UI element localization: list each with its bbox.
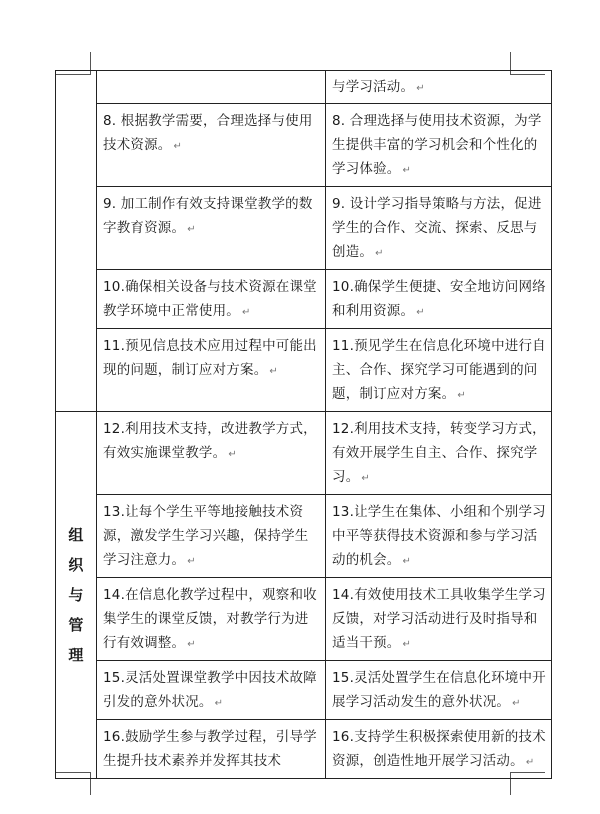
table-cell [97,720,326,779]
paragraph-mark: ↵ [173,141,183,152]
table-cell [97,71,326,104]
cell-text: 9. 加工制作有效支持课堂教学的数字教育资源。 [103,196,313,236]
table-row [56,71,552,104]
category-label: 组织与管理 [68,526,84,664]
table-cell [97,578,326,661]
table-row [56,661,552,720]
cell-text: 9. 设计学习指导策略与方法，促进学生的合作、交流、探索、反思与创造。 [332,196,542,260]
paragraph-mark: ↵ [187,556,196,567]
category-cell [56,412,97,779]
table-row [56,270,552,329]
cell-text: 12.利用技术支持，转变学习方式，有效开展学生自主、合作、探究学习。 [332,421,546,485]
table-row [56,412,552,495]
paragraph-mark: ↵ [269,366,278,377]
paragraph-mark: ↵ [402,556,412,567]
table-cell [326,412,552,495]
paragraph-mark: ↵ [242,307,251,318]
cell-text: 11.预见学生在信息化环境中进行自主、合作、探究学习可能遇到的问题，制订应对方案。 [332,338,546,402]
table-cell [97,495,326,578]
table-cell [326,270,552,329]
paragraph-mark: ↵ [375,248,384,259]
paragraph-mark: ↵ [402,165,412,176]
table-cell [97,270,326,329]
cell-text: 12.利用技术支持，改进教学方式，有效实施课堂教学。 [103,421,317,461]
cell-text: 14.有效使用技术工具收集学生学习反馈，对学习活动进行及时指导和适当干预。 [332,587,546,651]
paragraph-mark: ↵ [187,224,196,235]
cell-text: 与学习活动。 [332,79,415,95]
standards-table [55,70,552,779]
table-cell [326,71,552,104]
cell-text: 8. 根据教学需要，合理选择与使用技术资源。 [103,113,313,153]
paragraph-mark: ↵ [214,698,224,709]
paragraph-mark: ↵ [416,307,425,318]
cell-text: 13.让学生在集体、小组和个别学习中平等获得技术资源和参与学习活动的机会。 [332,504,546,568]
table-cell [326,329,552,412]
table-row [56,578,552,661]
cell-text: 16.支持学生积极探索使用新的技术资源，创造性地开展学习活动。 [332,729,546,769]
paragraph-mark: ↵ [512,698,521,709]
cell-text: 15.灵活处置学生在信息化环境中开展学习活动发生的意外状况。 [332,670,546,710]
table-cell [326,578,552,661]
table-cell [97,412,326,495]
table-cell [326,104,552,187]
table-cell [97,329,326,412]
paragraph-mark: ↵ [228,449,237,460]
paragraph-mark: ↵ [457,390,466,401]
table-cell [326,495,552,578]
table-row [56,187,552,270]
paragraph-mark: ↵ [187,639,196,650]
table-cell [326,187,552,270]
cell-text: 11.预见信息技术应用过程中可能出现的问题，制订应对方案。 [103,338,317,378]
table-cell [326,661,552,720]
paragraph-mark: ↵ [402,639,412,650]
paragraph-mark: ↵ [416,83,425,94]
cell-text: 16.鼓励学生参与教学过程，引导学生提升技术素养并发挥其技术 [103,729,317,769]
category-cell-empty [56,71,97,412]
table-row [56,720,552,779]
cell-text: 8. 合理选择与使用技术资源，为学生提供丰富的学习机会和个性化的学习体验。 [332,113,542,177]
table-row [56,495,552,578]
table-cell [97,661,326,720]
cell-text: 13.让每个学生平等地接触技术资源，激发学生学习兴趣，保持学生学习注意力。 [103,504,309,568]
cell-text: 14.在信息化教学过程中，观察和收集学生的课堂反馈，对教学行为进行有效调整。 [103,587,317,651]
cell-text: 15.灵活处置课堂教学中因技术故障引发的意外状况。 [103,670,317,710]
table-row [56,104,552,187]
table-cell [326,720,552,779]
paragraph-mark: ↵ [525,757,535,768]
table-cell [97,104,326,187]
table-cell [97,187,326,270]
table-row [56,329,552,412]
paragraph-mark: ↵ [361,473,370,484]
cell-text: 10.确保学生便捷、安全地访问网络和利用资源。 [332,279,546,319]
cell-text: 10.确保相关设备与技术资源在课堂教学环境中正常使用。 [103,279,317,319]
